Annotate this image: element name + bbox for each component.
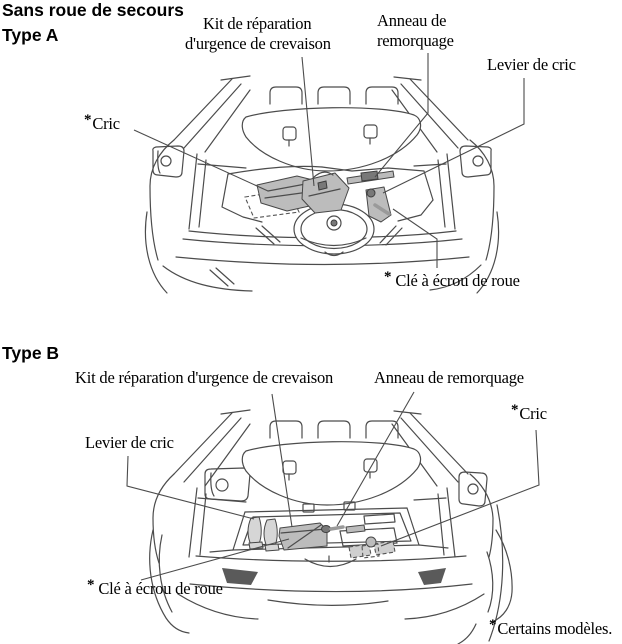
parcel-shelf-b	[242, 442, 420, 505]
label-repair-kit-a-line2: d'urgence de crevaison	[185, 34, 331, 53]
parcel-shelf-a	[242, 108, 420, 171]
jack-lever-a	[347, 171, 394, 184]
taillight-left-b	[205, 468, 250, 501]
jack-lever-b	[346, 525, 365, 533]
label-jack-lever-a: Levier de cric	[487, 55, 576, 74]
label-jack-b	[511, 404, 547, 425]
type-a-heading: Type A	[2, 25, 59, 45]
repair-kit-b	[279, 523, 327, 550]
label-tow-eye-a-line2: remorquage	[377, 31, 454, 50]
label-tow-eye-b: Anneau de remorquage	[374, 368, 524, 387]
label-wheel-wrench-b-text: Clé à écrou de roue	[98, 579, 223, 598]
asterisk: *	[84, 112, 92, 128]
bumper-b	[178, 545, 484, 619]
type-b-heading: Type B	[2, 343, 60, 363]
leader-cle-b	[141, 539, 289, 580]
asterisk: *	[384, 269, 392, 285]
headrests-a	[270, 87, 398, 104]
asterisk: *	[87, 577, 95, 593]
label-wheel-wrench-a-text: Clé à écrou de roue	[395, 271, 520, 290]
car-rear-view-a	[134, 53, 524, 293]
asterisk: *	[511, 402, 519, 418]
label-wheel-wrench-a	[384, 271, 520, 292]
wheel-well-cover-a	[294, 204, 374, 256]
page-title: Sans roue de secours	[2, 0, 184, 20]
leader-levier-b	[127, 456, 254, 519]
headrests-b	[270, 421, 398, 438]
label-tow-eye-a	[377, 11, 454, 51]
car-rear-view-b	[127, 392, 539, 644]
repair-kit-a	[302, 172, 349, 213]
label-tow-eye-a-line1: Anneau de	[377, 11, 447, 30]
label-jack-b-text: Cric	[519, 404, 547, 423]
taillight-right-a	[460, 146, 491, 177]
tow-eye-wrench-a	[366, 187, 391, 222]
label-repair-kit-a-line1: Kit de réparation	[203, 14, 312, 33]
asterisk: *	[489, 617, 497, 633]
footnote-text: Certains modèles.	[497, 619, 613, 638]
label-repair-kit-b: Kit de réparation d'urgence de crevaison	[75, 368, 334, 387]
label-jack-lever-b: Levier de cric	[85, 433, 174, 452]
label-jack-a-text: Cric	[92, 114, 120, 133]
footnote	[489, 619, 612, 640]
leader-cle-a	[393, 209, 437, 268]
label-jack-a	[84, 114, 120, 135]
label-wheel-wrench-b	[87, 579, 223, 600]
